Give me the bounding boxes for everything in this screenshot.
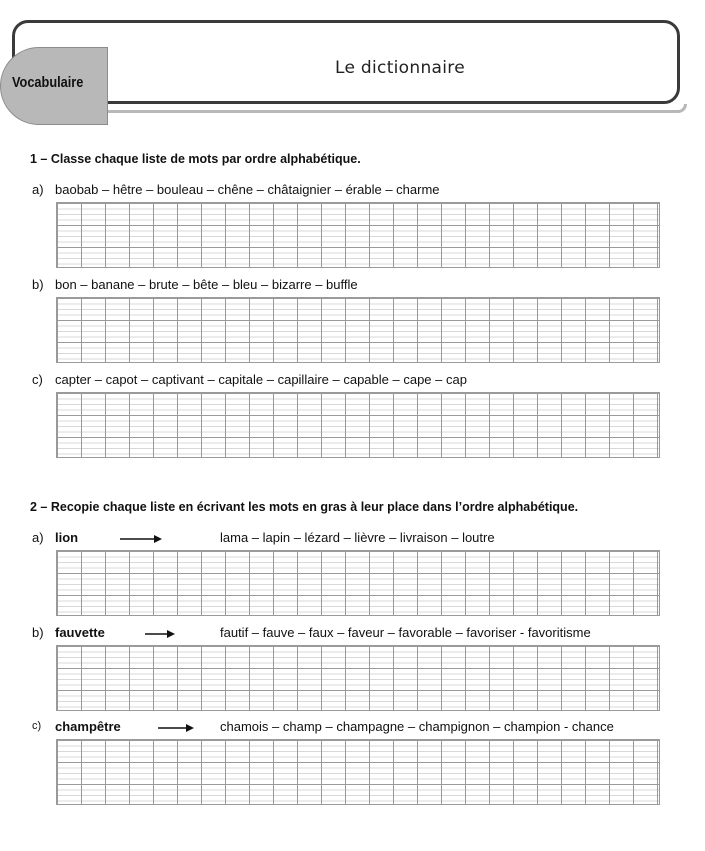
writing-grid-1b[interactable]	[56, 297, 660, 363]
exercise-1c-letter: c)	[32, 372, 43, 387]
exercise-2b-letter: b)	[32, 625, 44, 640]
arrow-right-icon	[120, 533, 162, 545]
section-tab-label: Vocabulaire	[12, 74, 84, 91]
exercise-2c-list: chamois – champ – champagne – champignon – champion - chance	[220, 719, 614, 734]
exercise-2-heading: 2 – Recopie chaque liste en écrivant les mots en gras à leur place dans l’ordre alphabétique.	[30, 500, 579, 514]
exercise-1a-letter: a)	[32, 182, 44, 197]
exercise-1-heading: 1 – Classe chaque liste de mots par ordre alphabétique.	[30, 152, 361, 166]
exercise-2c-word: champêtre	[55, 719, 121, 734]
exercise-1b-words: bon – banane – brute – bête – bleu – bizarre – buffle	[55, 277, 358, 292]
exercise-1b-letter: b)	[32, 277, 44, 292]
exercise-2c-letter: c)	[32, 720, 42, 732]
writing-grid-1c[interactable]	[56, 392, 660, 458]
exercise-2a-list: lama – lapin – lézard – lièvre – livraison – loutre	[220, 530, 495, 545]
writing-grid-2a[interactable]	[56, 550, 660, 616]
writing-grid-2c[interactable]	[56, 739, 660, 805]
page-title: Le dictionnaire	[335, 58, 465, 78]
writing-grid-2b[interactable]	[56, 645, 660, 711]
arrow-right-icon	[145, 628, 175, 640]
exercise-2a-letter: a)	[32, 530, 44, 545]
exercise-2b-word: fauvette	[55, 625, 105, 640]
arrow-right-icon	[158, 722, 194, 734]
writing-grid-1a[interactable]	[56, 202, 660, 268]
exercise-2a-word: lion	[55, 530, 79, 545]
exercise-1a-words: baobab – hêtre – bouleau – chêne – châtaignier – érable – charme	[55, 182, 440, 197]
header-shadow	[100, 104, 687, 113]
exercise-2b-list: fautif – fauve – faux – faveur – favorable – favoriser - favoritisme	[220, 625, 591, 640]
exercise-1c-words: capter – capot – captivant – capitale – capillaire – capable – cape – cap	[55, 372, 467, 387]
